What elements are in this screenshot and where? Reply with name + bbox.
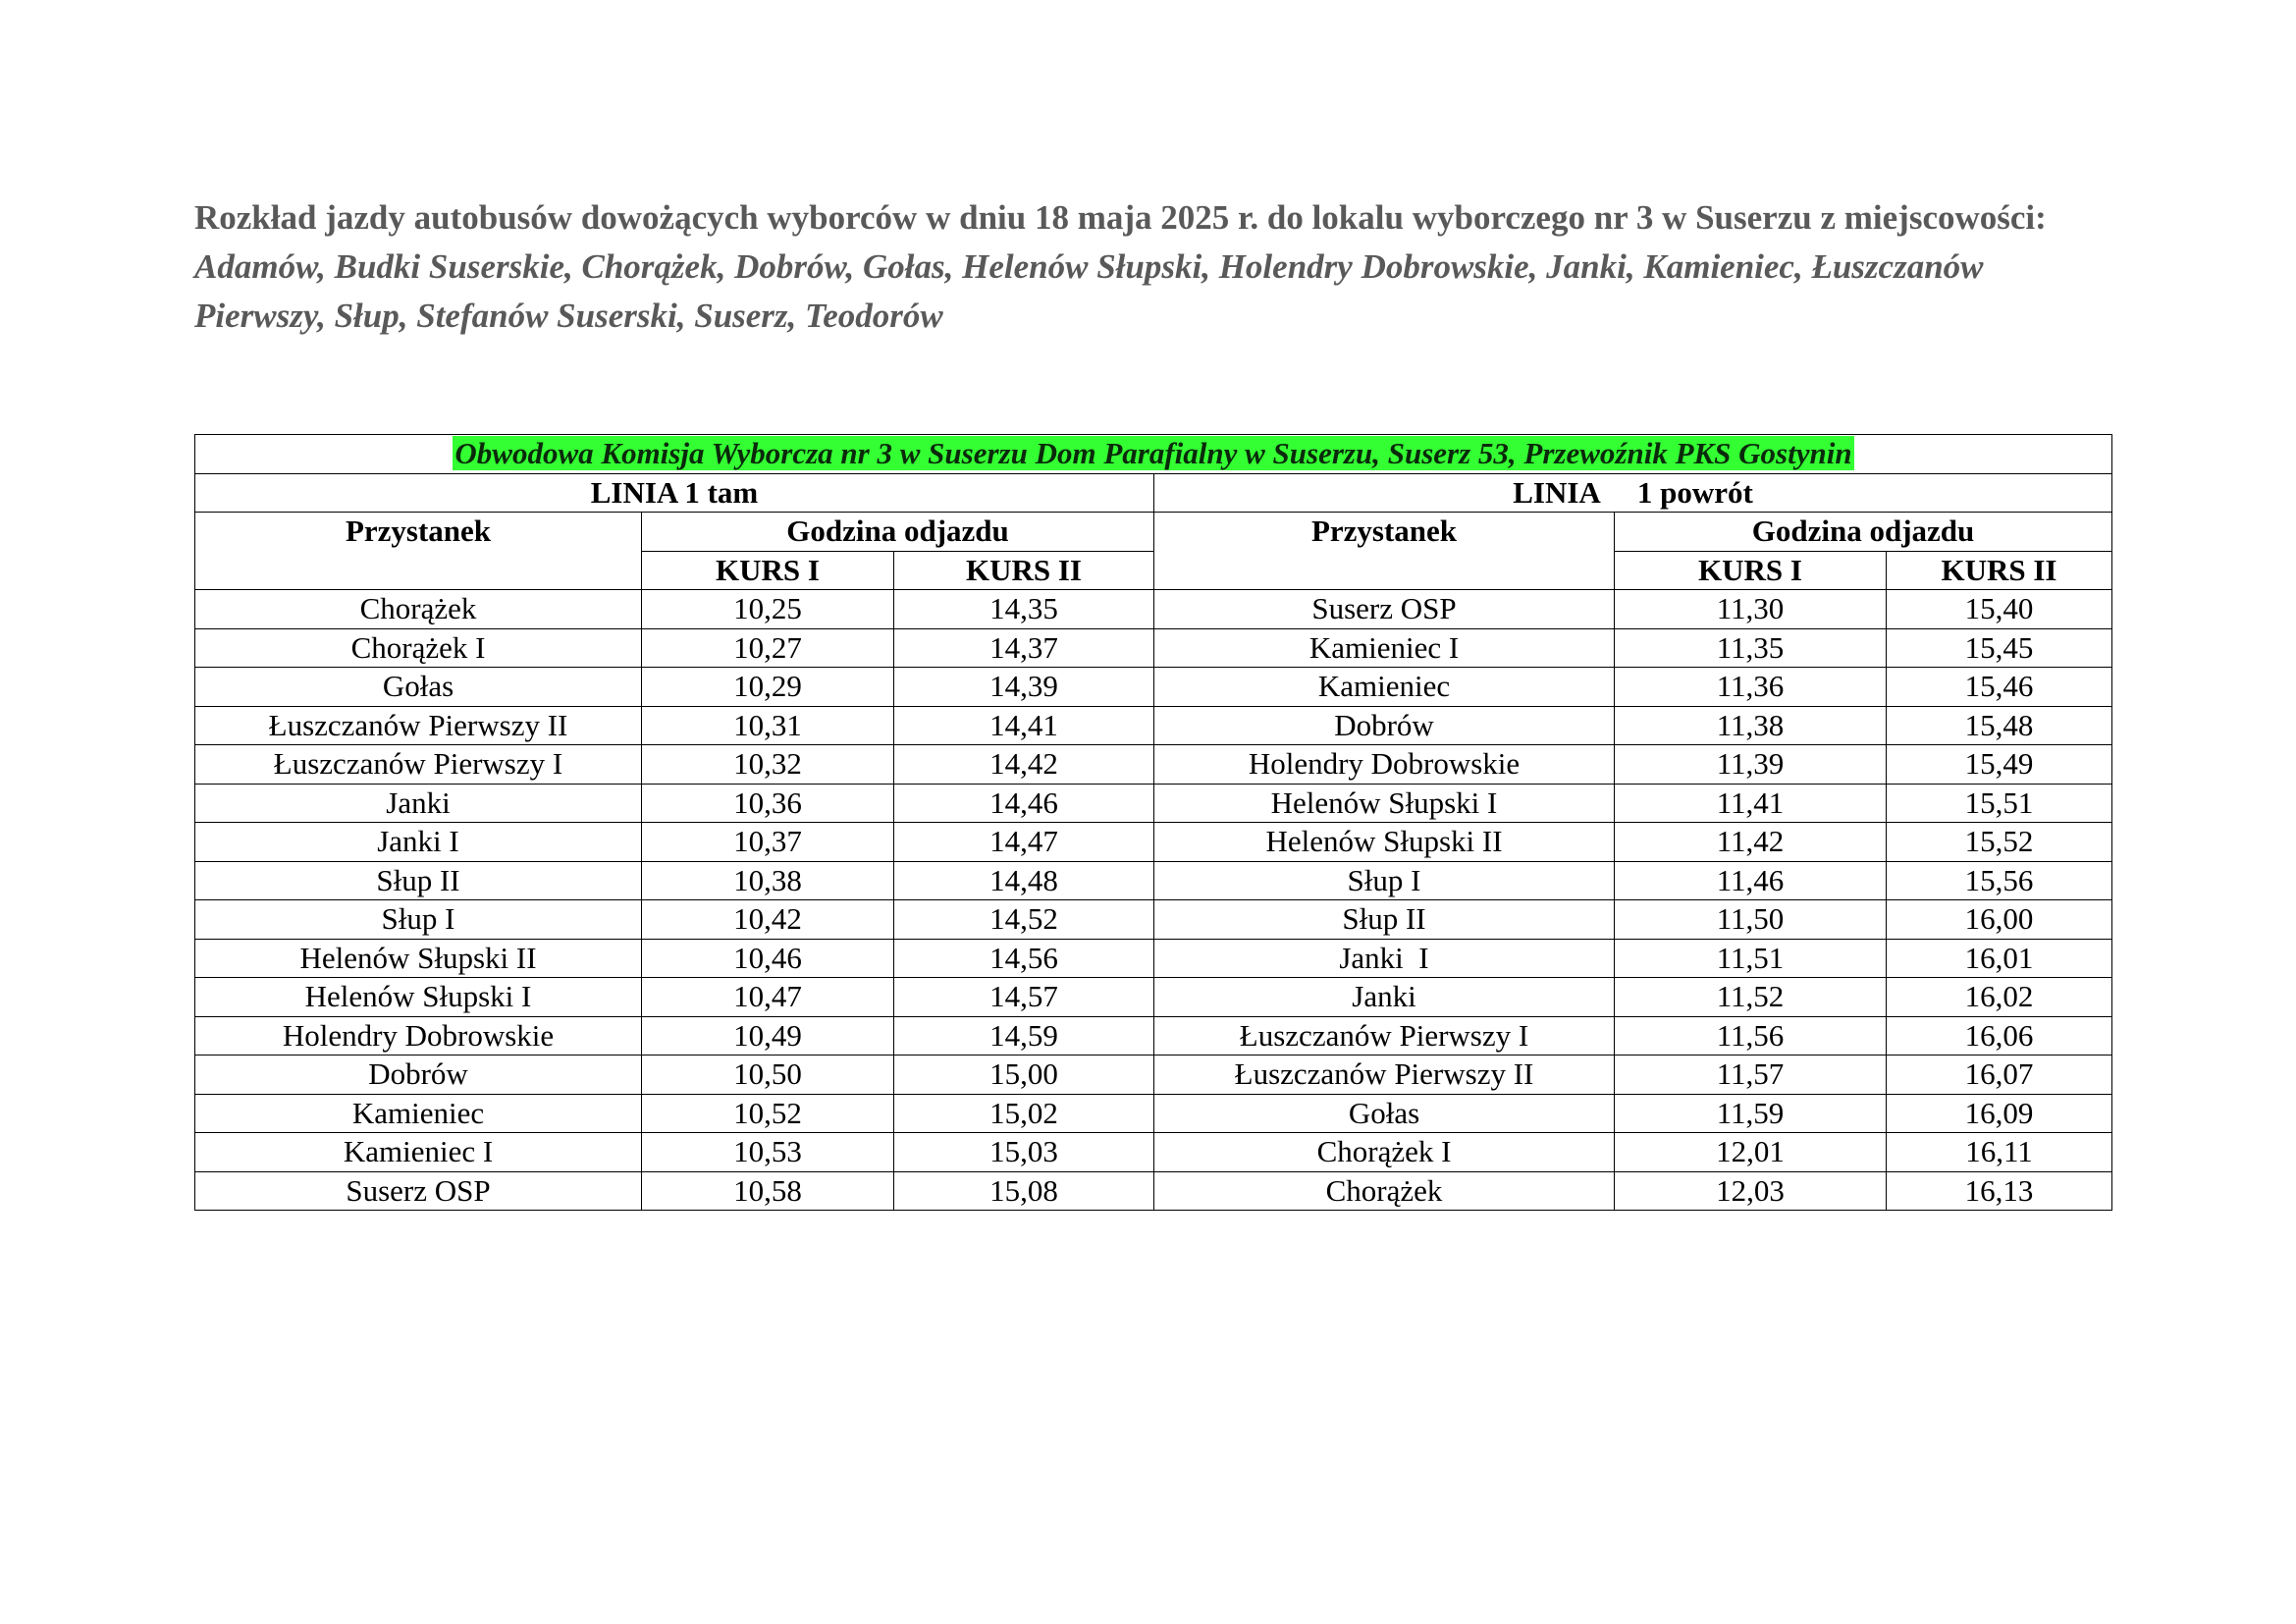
back-course1-cell: 11,30 (1615, 590, 1887, 629)
table-row (195, 861, 2112, 900)
table-row (195, 978, 2112, 1017)
table-row (195, 1016, 2112, 1056)
out-course1-cell: 10,36 (642, 784, 894, 823)
back-stop-cell: Helenów Słupski I (1154, 784, 1615, 823)
back-course2-cell: 16,00 (1887, 900, 2112, 940)
out-course1-cell: 10,29 (642, 668, 894, 707)
out-stop-cell: Chorążek (195, 590, 642, 629)
back-course2-cell: 16,06 (1887, 1016, 2112, 1056)
out-stop-cell: Chorążek I (195, 628, 642, 668)
table-row (195, 1171, 2112, 1211)
out-stop-cell: Janki (195, 784, 642, 823)
back-course2-cell: 16,01 (1887, 939, 2112, 978)
heading-towns: Adamów, Budki Suserskie, Chorążek, Dobrów, Gołas, Helenów Słupski, Holendry Dobrowskie, Janki, Kamieniec, Łuszczanów Pierwszy, Słup, Stefanów Suserski, Suserz, Teodorów (194, 247, 1984, 335)
out-stop-cell: Słup II (195, 861, 642, 900)
back-course2-cell: 15,40 (1887, 590, 2112, 629)
out-stop-cell: Łuszczanów Pierwszy II (195, 706, 642, 745)
table-row (195, 1094, 2112, 1133)
out-stop-cell: Suserz OSP (195, 1171, 642, 1211)
heading-prefix: Rozkład jazdy autobusów dowożących wyborców w dniu 18 maja 2025 r. do lokalu wyborczego nr 3 w Suserzu z miejscowości: (194, 198, 2047, 237)
back-course2-cell: 15,56 (1887, 861, 2112, 900)
table-row (195, 1133, 2112, 1172)
out-stop-cell: Gołas (195, 668, 642, 707)
back-course2-cell: 15,52 (1887, 823, 2112, 862)
back-course1-cell: 11,56 (1615, 1016, 1887, 1056)
line-out-header: LINIA 1 tam (195, 473, 1154, 513)
out-course1-cell: 10,58 (642, 1171, 894, 1211)
back-course2-cell: 15,45 (1887, 628, 2112, 668)
back-course2-cell: 15,48 (1887, 706, 2112, 745)
back-stop-cell: Chorążek I (1154, 1133, 1615, 1172)
table-row (195, 706, 2112, 745)
back-stop-cell: Kamieniec I (1154, 628, 1615, 668)
out-stop-cell: Janki I (195, 823, 642, 862)
table-row (195, 939, 2112, 978)
out-course2-cell: 14,57 (894, 978, 1154, 1017)
back-course2-cell: 16,02 (1887, 978, 2112, 1017)
back-stop-cell: Chorążek (1154, 1171, 1615, 1211)
out-course2-cell: 15,03 (894, 1133, 1154, 1172)
back-stop-cell: Helenów Słupski II (1154, 823, 1615, 862)
back-course1-cell: 12,01 (1615, 1133, 1887, 1172)
out-stop-cell: Słup I (195, 900, 642, 940)
back-stop-cell: Suserz OSP (1154, 590, 1615, 629)
table-row (195, 900, 2112, 940)
out-course1-cell: 10,49 (642, 1016, 894, 1056)
column-header-row (195, 513, 2112, 552)
back-course1-cell: 11,42 (1615, 823, 1887, 862)
back-course2-header: KURS II (1887, 551, 2112, 590)
out-course2-cell: 14,39 (894, 668, 1154, 707)
back-stop-cell: Słup II (1154, 900, 1615, 940)
out-course2-cell: 14,46 (894, 784, 1154, 823)
back-course1-cell: 12,03 (1615, 1171, 1887, 1211)
out-course2-cell: 14,37 (894, 628, 1154, 668)
out-course2-cell: 14,42 (894, 745, 1154, 785)
commission-row (195, 435, 2112, 474)
line-back-header: LINIA 1 powrót (1154, 473, 2112, 513)
out-course2-cell: 15,02 (894, 1094, 1154, 1133)
out-course1-cell: 10,27 (642, 628, 894, 668)
out-course2-cell: 14,59 (894, 1016, 1154, 1056)
out-course2-cell: 14,35 (894, 590, 1154, 629)
back-course1-cell: 11,35 (1615, 628, 1887, 668)
back-stop-cell: Gołas (1154, 1094, 1615, 1133)
back-course1-header: KURS I (1615, 551, 1887, 590)
table-row (195, 745, 2112, 785)
bus-schedule-table (194, 434, 2112, 1211)
out-stop-cell: Helenów Słupski I (195, 978, 642, 1017)
out-course1-cell: 10,37 (642, 823, 894, 862)
out-course2-cell: 14,41 (894, 706, 1154, 745)
back-stop-cell: Dobrów (1154, 706, 1615, 745)
back-course2-cell: 15,46 (1887, 668, 2112, 707)
back-stop-cell: Janki (1154, 978, 1615, 1017)
out-course2-cell: 14,48 (894, 861, 1154, 900)
back-stop-cell: Janki I (1154, 939, 1615, 978)
back-course1-cell: 11,59 (1615, 1094, 1887, 1133)
back-course1-cell: 11,52 (1615, 978, 1887, 1017)
out-course1-cell: 10,25 (642, 590, 894, 629)
back-course1-cell: 11,51 (1615, 939, 1887, 978)
out-course2-cell: 14,56 (894, 939, 1154, 978)
back-course1-cell: 11,36 (1615, 668, 1887, 707)
back-stop-cell: Kamieniec (1154, 668, 1615, 707)
back-course2-cell: 15,51 (1887, 784, 2112, 823)
back-course1-cell: 11,38 (1615, 706, 1887, 745)
back-time-header: Godzina odjazdu (1615, 513, 2112, 552)
table-row (195, 628, 2112, 668)
back-course1-cell: 11,39 (1615, 745, 1887, 785)
out-course1-cell: 10,53 (642, 1133, 894, 1172)
back-course1-cell: 11,46 (1615, 861, 1887, 900)
document-heading (194, 193, 2059, 341)
out-course2-cell: 15,00 (894, 1056, 1154, 1095)
back-course2-cell: 16,11 (1887, 1133, 2112, 1172)
back-course2-cell: 16,09 (1887, 1094, 2112, 1133)
back-stop-cell: Holendry Dobrowskie (1154, 745, 1615, 785)
table-row (195, 1056, 2112, 1095)
out-course2-cell: 15,08 (894, 1171, 1154, 1211)
table-row (195, 668, 2112, 707)
out-course1-cell: 10,47 (642, 978, 894, 1017)
back-course1-cell: 11,57 (1615, 1056, 1887, 1095)
out-course1-cell: 10,31 (642, 706, 894, 745)
table-row (195, 784, 2112, 823)
out-stop-cell: Holendry Dobrowskie (195, 1016, 642, 1056)
out-course1-cell: 10,52 (642, 1094, 894, 1133)
out-course1-cell: 10,42 (642, 900, 894, 940)
out-stop-cell: Łuszczanów Pierwszy I (195, 745, 642, 785)
out-course1-cell: 10,32 (642, 745, 894, 785)
commission-label: Obwodowa Komisja Wyborcza nr 3 w Suserzu Dom Parafialny w Suserzu, Suserz 53, Przewoźnik PKS Gostynin (454, 436, 1852, 471)
out-time-header: Godzina odjazdu (642, 513, 1154, 552)
out-course1-header: KURS I (642, 551, 894, 590)
out-course2-header: KURS II (894, 551, 1154, 590)
back-course2-cell: 16,07 (1887, 1056, 2112, 1095)
table-row (195, 823, 2112, 862)
back-course2-cell: 15,49 (1887, 745, 2112, 785)
out-course1-cell: 10,46 (642, 939, 894, 978)
table-row (195, 590, 2112, 629)
out-course2-cell: 14,47 (894, 823, 1154, 862)
back-course1-cell: 11,50 (1615, 900, 1887, 940)
back-course1-cell: 11,41 (1615, 784, 1887, 823)
out-course2-cell: 14,52 (894, 900, 1154, 940)
out-stop-cell: Helenów Słupski II (195, 939, 642, 978)
out-stop-cell: Kamieniec (195, 1094, 642, 1133)
line-row (195, 473, 2112, 513)
out-stop-header: Przystanek (195, 513, 642, 590)
out-course1-cell: 10,38 (642, 861, 894, 900)
out-stop-cell: Kamieniec I (195, 1133, 642, 1172)
back-course2-cell: 16,13 (1887, 1171, 2112, 1211)
back-stop-header: Przystanek (1154, 513, 1615, 590)
back-stop-cell: Łuszczanów Pierwszy I (1154, 1016, 1615, 1056)
back-stop-cell: Łuszczanów Pierwszy II (1154, 1056, 1615, 1095)
back-stop-cell: Słup I (1154, 861, 1615, 900)
out-course1-cell: 10,50 (642, 1056, 894, 1095)
out-stop-cell: Dobrów (195, 1056, 642, 1095)
